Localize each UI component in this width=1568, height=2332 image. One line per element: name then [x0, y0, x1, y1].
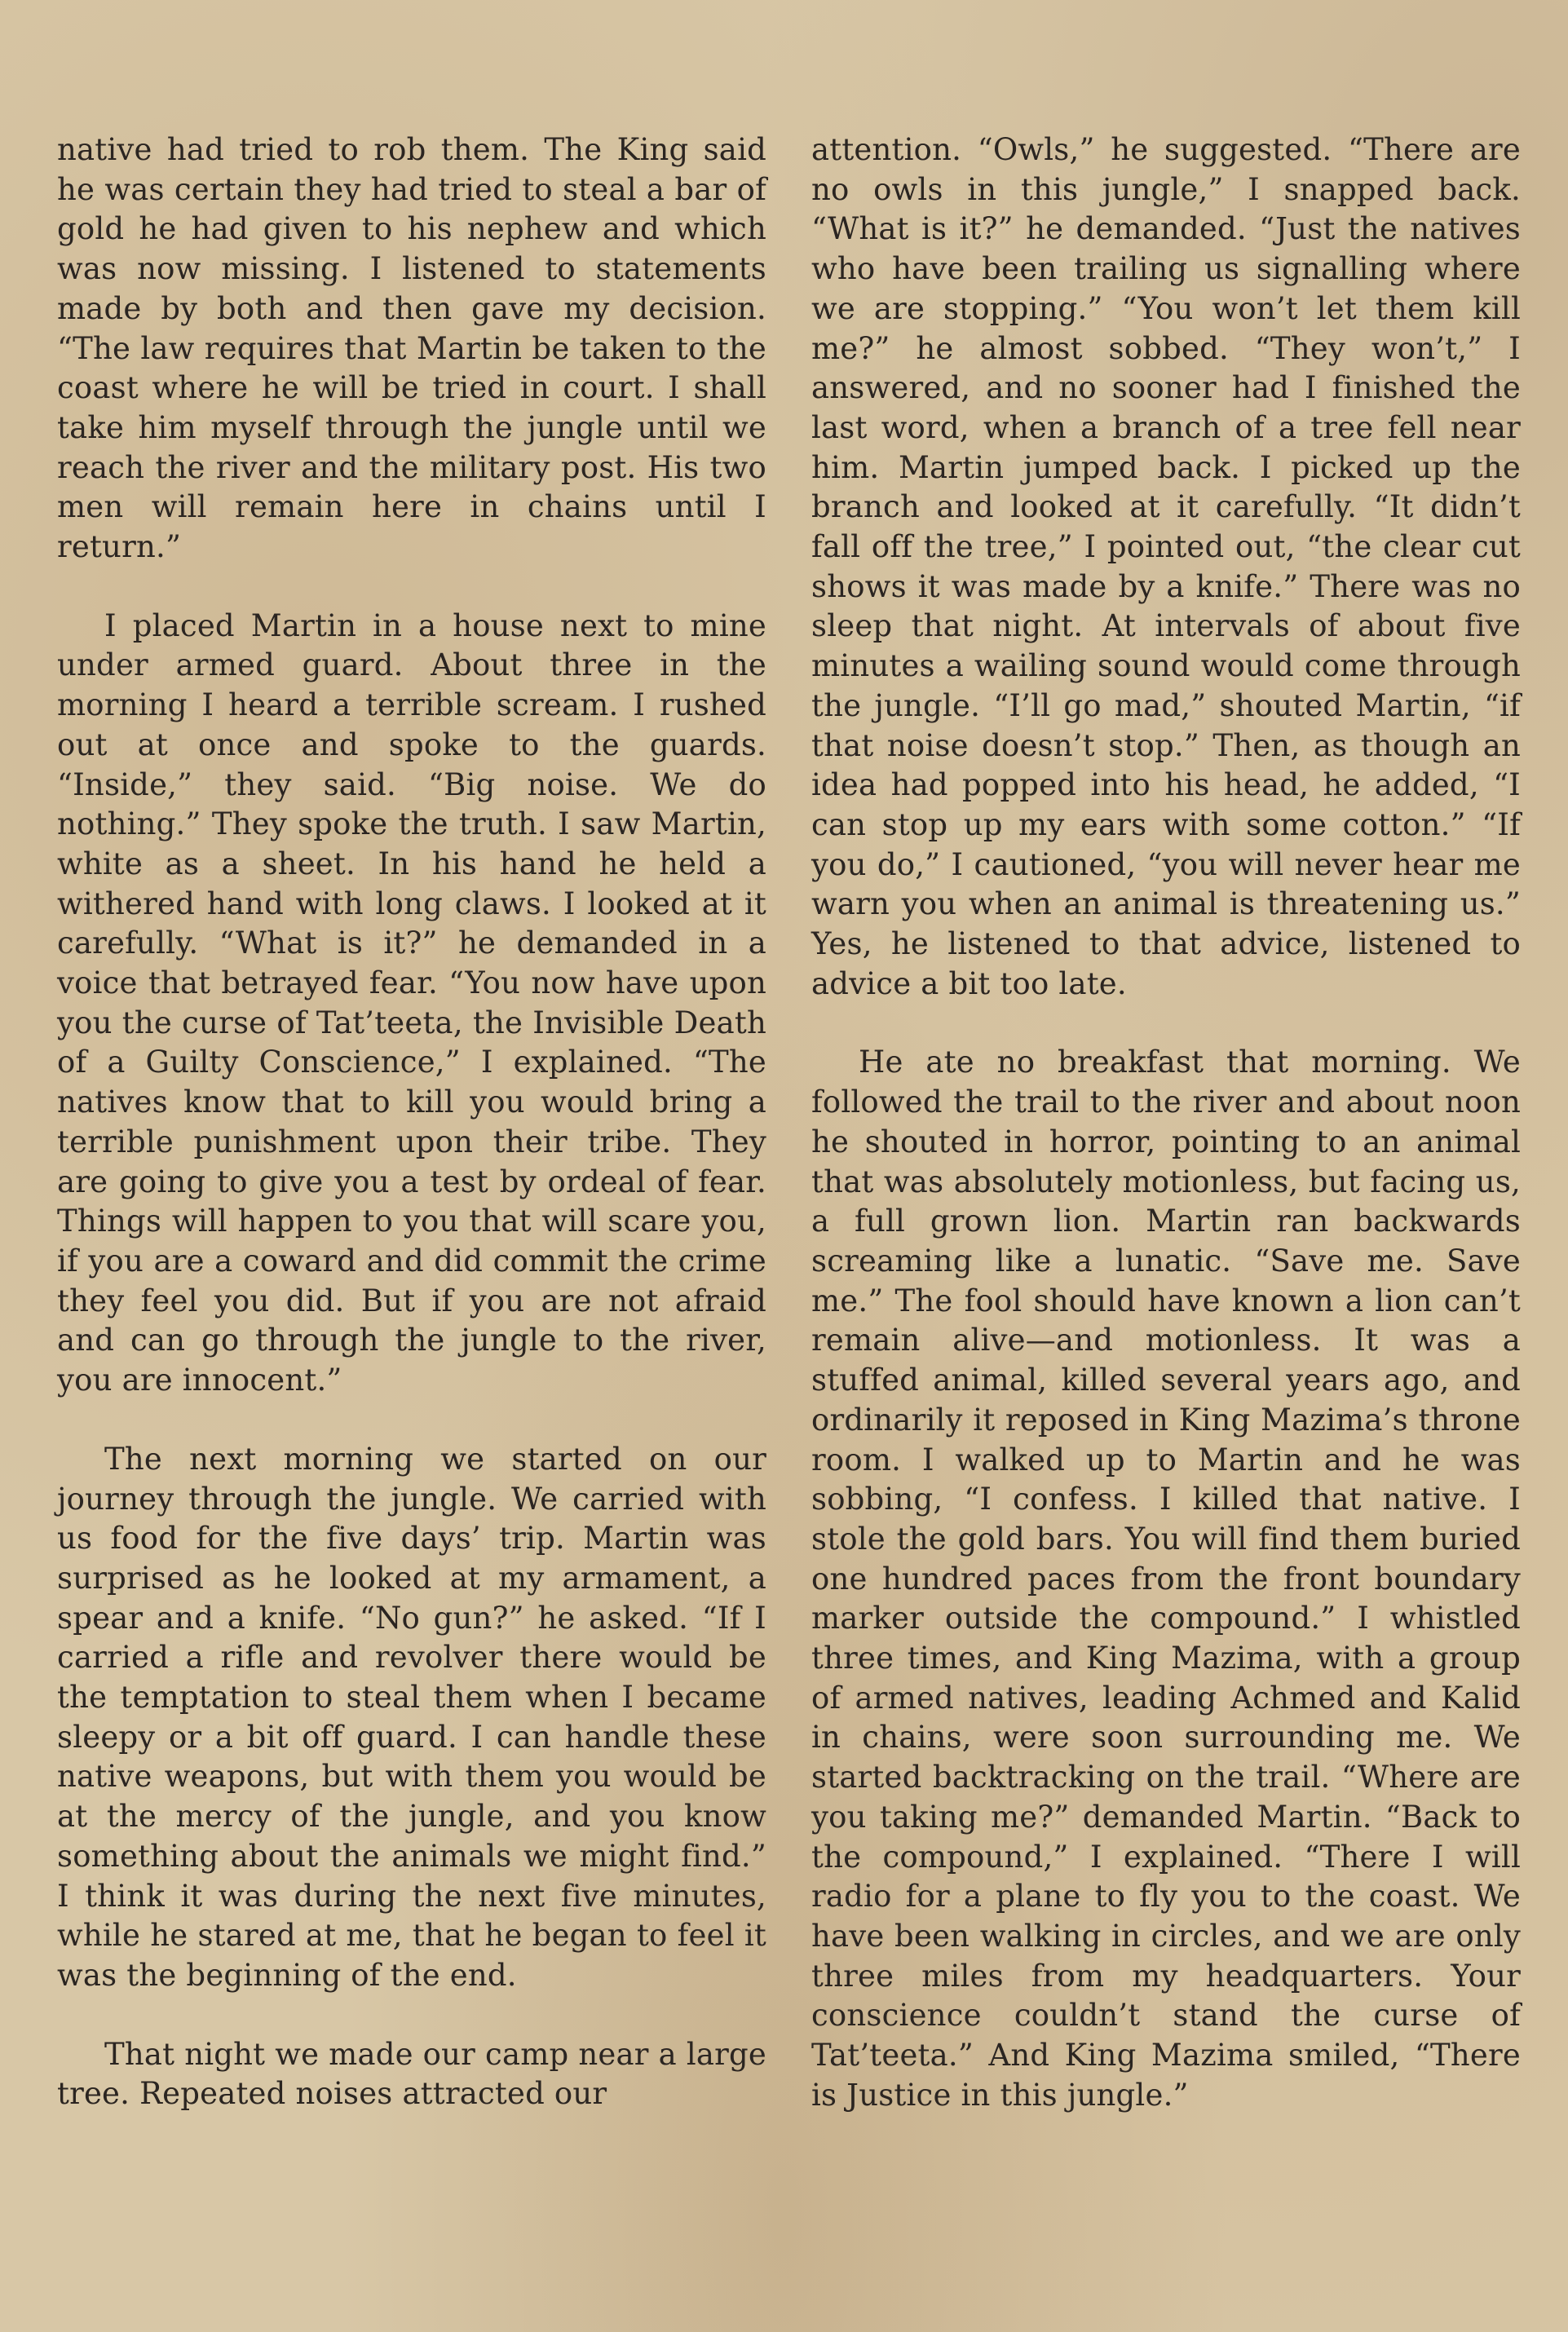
paragraph-camp: That night we made our camp near a large tree. Repeated noises attracted our [57, 2036, 766, 2112]
paragraph-owls: attention. “Owls,” he suggested. “There are no owls in this jungle,” I snapped back. “What is it?” he demanded. “Just the natives who have been trailing us signalling where we are stopping.” “You won’t let them kill me?” he almost sobbed. “They won’t,” I answered, and no sooner had I finished the last word, when a branch of a tree fell near him. Martin jumped back. I picked up the branch and looked at it carefully. “It didn’t fall off the tree,” I pointed out, “the clear cut shows it was made by a knife.” There was no sleep that night. At intervals of about five minutes a wailing sound would come through the jungle. “I’ll go mad,” shouted Martin, “if that noise doesn’t stop.” Then, as though an idea had popped into his head, he added, “I can stop up my ears with some cotton.” “If you do,” I cautioned, “you will never hear me warn you when an animal is threatening us.” Yes, he listened to that advice, listened to advice a bit too late. [811, 132, 1521, 1001]
paragraph-lion: He ate no breakfast that morning. We followed the trail to the river and about noon he shouted in horror, pointing to an animal that was absolutely motionless, but facing us, a full grown lion. Martin ran backwards screaming like a lunatic. “Save me. Save me.” The fool should have known a lion can’t remain alive—and motionless. It was a stuffed animal, killed several years ago, and ordinarily it reposed in King Mazima’s throne room. I walked up to Martin and he was sobbing, “I confess. I killed that native. I stole the gold bars. You will find them buried one hundred paces from the front boundary marker outside the compound.” I whistled three times, and King Mazima, with a group of armed natives, leading Achmed and Kalid in chains, were soon surrounding me. We started backtracking on the trail. “Where are you taking me?” demanded Martin. “Back to the compound,” I explained. “There I will radio for a plane to fly you to the coast. We have been walking in circles, and we are only three miles from my headquarters. Your conscience couldn’t stand the curse of Tat’teeta.” And King Mazima smiled, “There is Justice in this jungle.” [811, 1045, 1521, 2113]
paragraph-night-scream: I placed Martin in a house next to mine under armed guard. About three in the morning I heard a terrible scream. I rushed out at once and spoke to the guards. “Inside,” they said. “Big noise. We do nothing.” They spoke the truth. I saw Martin, white as a sheet. In his hand he held a withered hand with long claws. I looked at it carefully. “What is it?” he demanded in a voice that betrayed fear. “You now have upon you the curse of Tat’teeta, the Invisible Death of a Guilty Conscience,” I explained. “The natives know that to kill you would bring a terrible punishment upon their tribe. They are going to give you a test by ordeal of fear. Things will happen to you that will scare you, if you are a coward and did commit the crime they feel you did. But if you are not afraid and can go through the jungle to the river, you are innocent.” [57, 607, 766, 1398]
right-column [811, 130, 1521, 2154]
left-column [57, 130, 766, 2153]
paragraph-journey: The next morning we started on our journey through the jungle. We carried with us food for the five days’ trip. Martin was surprised as he looked at my armament, a spear and a knife. “No gun?” he asked. “If I carried a rifle and revolver there would be the temptation to steal them when I became sleepy or a bit off guard. I can handle these native weapons, but with them you would be at the mercy of the jungle, and you know something about the animals we might find.” I think it was during the next five minutes, while he stared at me, that he began to feel it was the beginning of the end. [57, 1441, 766, 1993]
paragraph-verdict: native had tried to rob them. The King said he was certain they had tried to steal a bar of gold he had given to his nephew and which was now missing. I listened to statements made by both and then gave my decision. “The law requires that Martin be taken to the coast where he will be tried in court. I shall take him myself through the jungle until we reach the river and the military post. His two men will remain here in chains until I return.” [57, 132, 766, 565]
